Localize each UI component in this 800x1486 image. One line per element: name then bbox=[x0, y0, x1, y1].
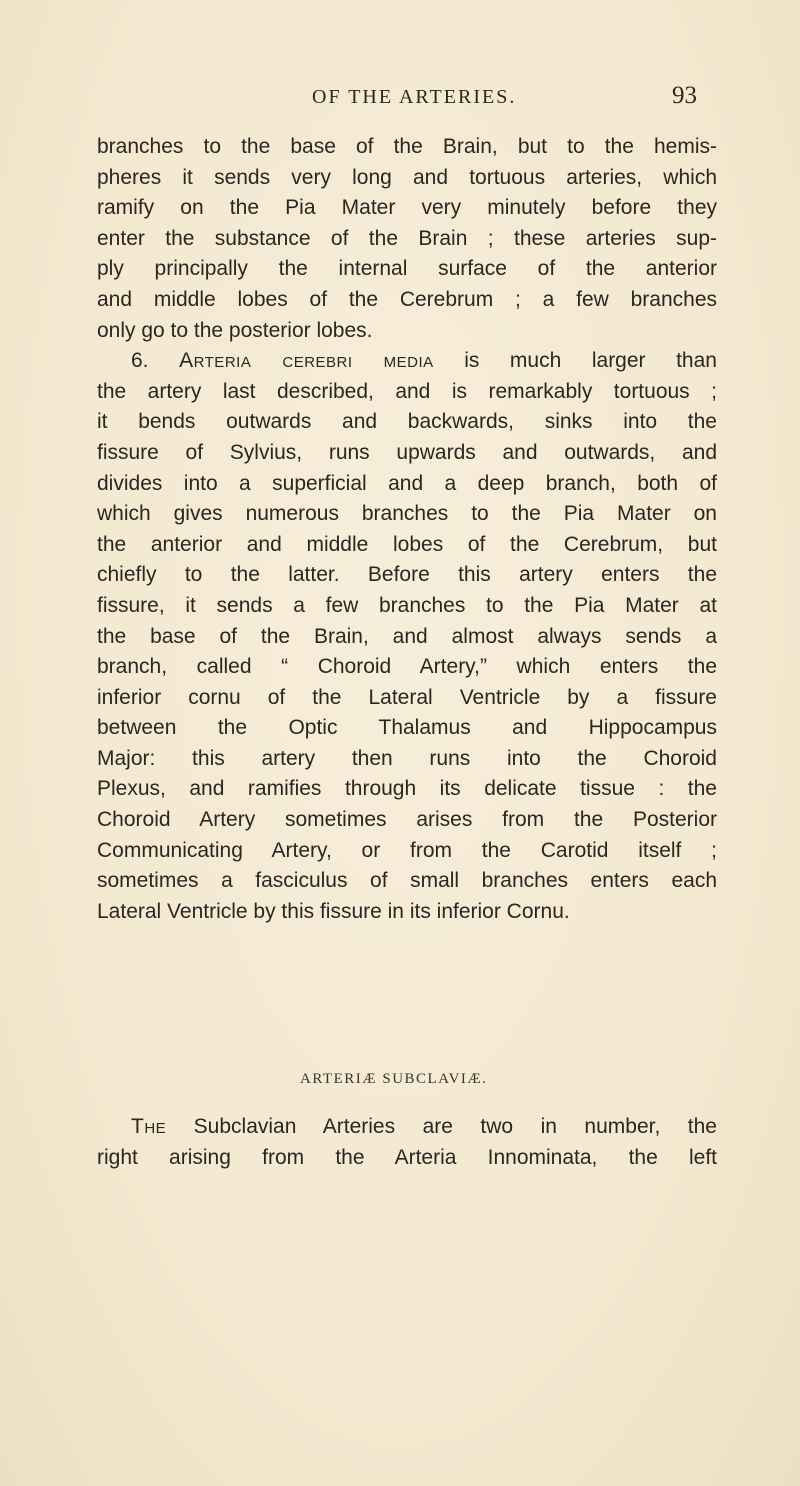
text-line: Lateral Ventricle by this fissure in its inferior Cornu. bbox=[97, 899, 570, 923]
lead-word: The bbox=[131, 1115, 167, 1138]
paragraph-title: Arteria cerebri media bbox=[179, 349, 434, 373]
paragraph-6-first-line bbox=[97, 346, 717, 377]
text-line: enter the substance of the Brain ; these arteries sup- bbox=[97, 226, 717, 250]
paragraph-number: 6. bbox=[131, 349, 149, 373]
text-line: Choroid Artery sometimes arises from the Posterior bbox=[97, 808, 717, 832]
text-line: sometimes a fasciculus of small branches enters each bbox=[97, 869, 717, 893]
text-line: fissure of Sylvius, runs upwards and outwards, and bbox=[97, 440, 717, 464]
text-line: Major: this artery then runs into the Choroid bbox=[97, 746, 717, 770]
text-line: ramify on the Pia Mater very minutely before they bbox=[97, 196, 717, 220]
text-line: the base of the Brain, and almost always sends a bbox=[97, 624, 717, 648]
page-number: 93 bbox=[672, 82, 697, 109]
text-line: branch, called “ Choroid Artery,” which enters the bbox=[97, 655, 717, 679]
text-fragment: is much larger than bbox=[464, 349, 717, 373]
text-line: it bends outwards and backwards, sinks into the bbox=[97, 410, 717, 434]
text-line: divides into a superficial and a deep branch, both of bbox=[97, 471, 717, 495]
section-heading: ARTERIÆ SUBCLAVIÆ. bbox=[300, 1071, 488, 1087]
text-line: chiefly to the latter. Before this artery enters the bbox=[97, 563, 717, 587]
text-line: the anterior and middle lobes of the Cerebrum, but bbox=[97, 532, 717, 556]
text-line: ply principally the internal surface of the anterior bbox=[97, 257, 717, 281]
section-body-text bbox=[97, 1112, 717, 1173]
section-first-line bbox=[97, 1112, 717, 1143]
text-line: inferior cornu of the Lateral Ventricle by a fissure bbox=[97, 685, 717, 709]
text-line: pheres it sends very long and tortuous arteries, which bbox=[97, 165, 717, 189]
text-line: right arising from the Arteria Innominata, the left bbox=[97, 1145, 717, 1169]
running-head: OF THE ARTERIES. bbox=[312, 86, 517, 108]
text-line: the artery last described, and is remarkably tortuous ; bbox=[97, 379, 717, 403]
text-line: fissure, it sends a few branches to the Pia Mater at bbox=[97, 593, 717, 617]
text-line: branches to the base of the Brain, but to the hemis- bbox=[97, 135, 717, 158]
text-line: which gives numerous branches to the Pia Mater on bbox=[97, 502, 717, 526]
text-line: between the Optic Thalamus and Hippocampus bbox=[97, 716, 717, 740]
text-line: and middle lobes of the Cerebrum ; a few branches bbox=[97, 287, 717, 311]
text-fragment: Subclavian Arteries are two in number, the bbox=[193, 1115, 717, 1138]
text-line: only go to the posterior lobes. bbox=[97, 318, 373, 342]
body-text bbox=[97, 132, 717, 927]
text-line: Communicating Artery, or from the Carotid itself ; bbox=[97, 838, 717, 862]
text-line: Plexus, and ramifies through its delicate tissue : the bbox=[97, 777, 717, 801]
